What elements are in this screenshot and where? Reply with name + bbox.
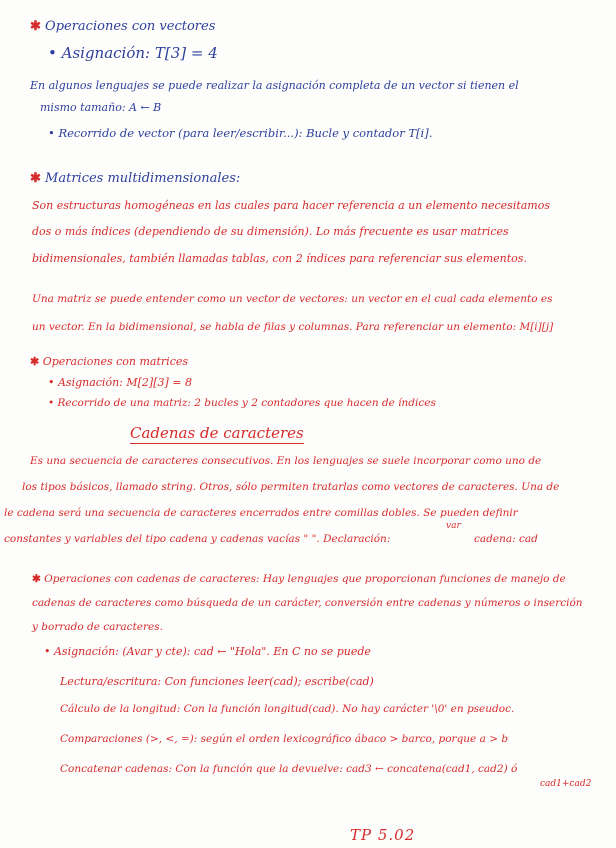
section-title-strings: Cadenas de caracteres — [130, 424, 304, 442]
string-concat-alt: cad1+cad2 — [540, 779, 592, 789]
heading-matrix-ops — [30, 356, 188, 367]
paragraph-line: bidimensionales, también llamadas tablas, con 2 índices para referenciar sus elementos. — [32, 252, 527, 265]
paragraph-line: Es una secuencia de caracteres consecutivos. En los lenguajes se suele incorporar como uno de — [30, 455, 542, 467]
vector-loop: • Recorrido de vector (para leer/escribir...): Bucle y contador T[i]. — [48, 126, 433, 140]
heading-matrices — [30, 172, 240, 185]
heading-string-ops — [32, 574, 566, 585]
heading-text: Matrices multidimensionales: — [45, 171, 241, 186]
paragraph-line: y borrado de caracteres. — [32, 621, 163, 633]
paragraph-line: mismo tamaño: A ← B — [40, 101, 162, 114]
heading-text: Operaciones con vectores — [45, 19, 216, 34]
asterisk-icon: ✱ — [30, 171, 41, 186]
paragraph-line: En algunos lenguajes se puede realizar la asignación completa de un vector si tienen el — [30, 79, 519, 92]
paragraph-line: Una matriz se puede entender como un vector de vectores: un vector en el cual cada elemento es — [32, 293, 553, 305]
string-compare: Comparaciones (>, <, =): según el orden lexicográfico ábaco > barco, porque a > b — [60, 733, 509, 745]
heading-vector-ops — [30, 20, 215, 33]
vector-assignment: • Asignación: T[3] = 4 — [48, 44, 218, 62]
page-footer: TP 5.02 — [350, 826, 416, 844]
paragraph-line: los tipos básicos, llamado string. Otros, sólo permiten tratarlas como vectores de caracteres. Una de — [22, 481, 560, 493]
matrix-loop: • Recorrido de una matriz: 2 bucles y 2 contadores que hacen de índices — [48, 397, 436, 409]
paragraph-line: dos o más índices (dependiendo de su dimensión). Lo más frecuente es usar matrices — [32, 225, 509, 238]
paragraph-line: le cadena será una secuencia de caracteres encerrados entre comillas dobles. Se pueden definir — [4, 507, 518, 519]
paragraph-line: Son estructuras homogéneas en las cuales para hacer referencia a un elemento necesitamos — [32, 199, 551, 212]
matrix-assignment: • Asignación: M[2][3] = 8 — [48, 376, 192, 389]
asterisk-icon: ✱ — [32, 573, 41, 585]
string-read-write: Lectura/escritura: Con funciones leer(cad); escribe(cad) — [60, 675, 374, 688]
asterisk-icon: ✱ — [30, 355, 40, 368]
var-keyword: var — [446, 521, 461, 531]
string-concat: Concatenar cadenas: Con la función que la devuelve: cad3 ← concatena(cad1, cad2) ó — [60, 763, 518, 775]
paragraph-line: cadenas de caracteres como búsqueda de un carácter, conversión entre cadenas y números o inserción — [32, 597, 583, 609]
string-length: Cálculo de la longitud: Con la función longitud(cad). No hay carácter '\0' en pseudoc. — [60, 703, 515, 715]
string-assignment: • Asignación: (Avar y cte): cad ← "Hola". En C no se puede — [44, 645, 371, 658]
paragraph-line: constantes y variables del tipo cadena y cadenas vacías " ". Declaración: — [4, 533, 391, 545]
declaration: cadena: cad — [474, 533, 538, 545]
asterisk-icon: ✱ — [30, 19, 41, 34]
paragraph-line: un vector. En la bidimensional, se habla de filas y columnas. Para referenciar un elemento: M[i][j] — [32, 321, 554, 333]
heading-text: Operaciones con cadenas de caracteres: Hay lenguajes que proporcionan funciones de manejo de — [44, 573, 566, 585]
heading-text: Operaciones con matrices — [42, 355, 189, 368]
